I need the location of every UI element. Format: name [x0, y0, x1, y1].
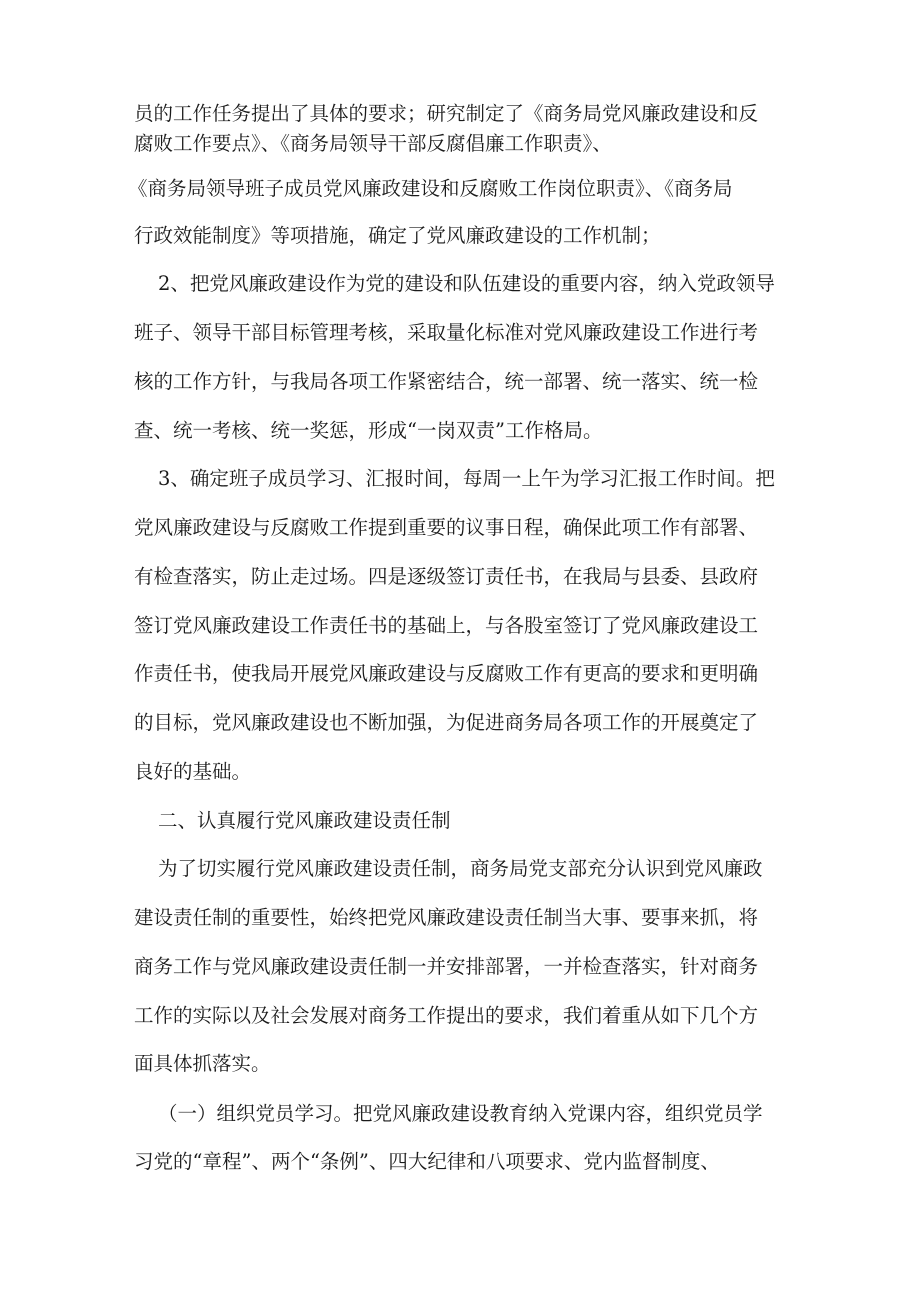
text-line: 建设责任制的重要性，始终把党风廉政建设责任制当大事、要事来抓，将	[134, 906, 759, 929]
text-line: 面具体抓落实。	[134, 1052, 271, 1075]
text-line: 2、把党风廉政建设作为党的建设和队伍建设的重要内容，纳入党政领导	[158, 272, 775, 295]
text-line: 腐败工作要点》、《商务局领导干部反腐倡廉工作职责》、	[134, 132, 612, 155]
text-line: 商务工作与党风廉政建设责任制一并安排部署，一并检查落实，针对商务	[134, 955, 759, 978]
text-line: 签订党风廉政建设工作责任书的基础上，与各股室签订了党风廉政建设工	[134, 614, 759, 637]
section-heading: 二、认真履行党风廉政建设责任制	[158, 809, 451, 832]
text-line: （一）组织党员学习。把党风廉政建设教育纳入党课内容，组织党员学	[158, 1102, 763, 1125]
text-line: 核的工作方针，与我局各项工作紧密结合，统一部署、统一落实、统一检	[134, 370, 759, 393]
text-line: 工作的实际以及社会发展对商务工作提出的要求，我们着重从如下几个方	[134, 1004, 759, 1027]
text-line: 班子、领导干部目标管理考核，采取量化标准对党风廉政建设工作进行考	[134, 321, 759, 344]
text-line: 党风廉政建设与反腐败工作提到重要的议事日程，确保此项工作有部署、	[134, 516, 759, 539]
text-line: 员的工作任务提出了具体的要求；研究制定了《商务局党风廉政建设和反	[134, 102, 759, 125]
text-line: 有检查落实，防止走过场。四是逐级签订责任书，在我局与县委、县政府	[134, 565, 759, 588]
text-line: 作责任书，使我局开展党风廉政建设与反腐败工作有更高的要求和更明确	[134, 662, 759, 685]
text-line: 的目标，党风廉政建设也不断加强，为促进商务局各项工作的开展奠定了	[134, 711, 759, 734]
text-line: 查、统一考核、统一奖惩，形成“一岗双责”工作格局。	[134, 419, 603, 442]
text-line: 《商务局领导班子成员党风廉政建设和反腐败工作岗位职责》、《商务局	[128, 177, 733, 200]
text-line: 行政效能制度》等项措施，确定了党风廉政建设的工作机制；	[134, 224, 661, 247]
text-line: 习党的“章程”、两个“条例”、四大纪律和八项要求、党内监督制度、	[134, 1150, 720, 1173]
text-line: 良好的基础。	[134, 760, 252, 783]
text-line: 为了切实履行党风廉政建设责任制，商务局党支部充分认识到党风廉政	[158, 857, 763, 880]
text-line: 3、确定班子成员学习、汇报时间，每周一上午为学习汇报工作时间。把	[158, 467, 775, 490]
